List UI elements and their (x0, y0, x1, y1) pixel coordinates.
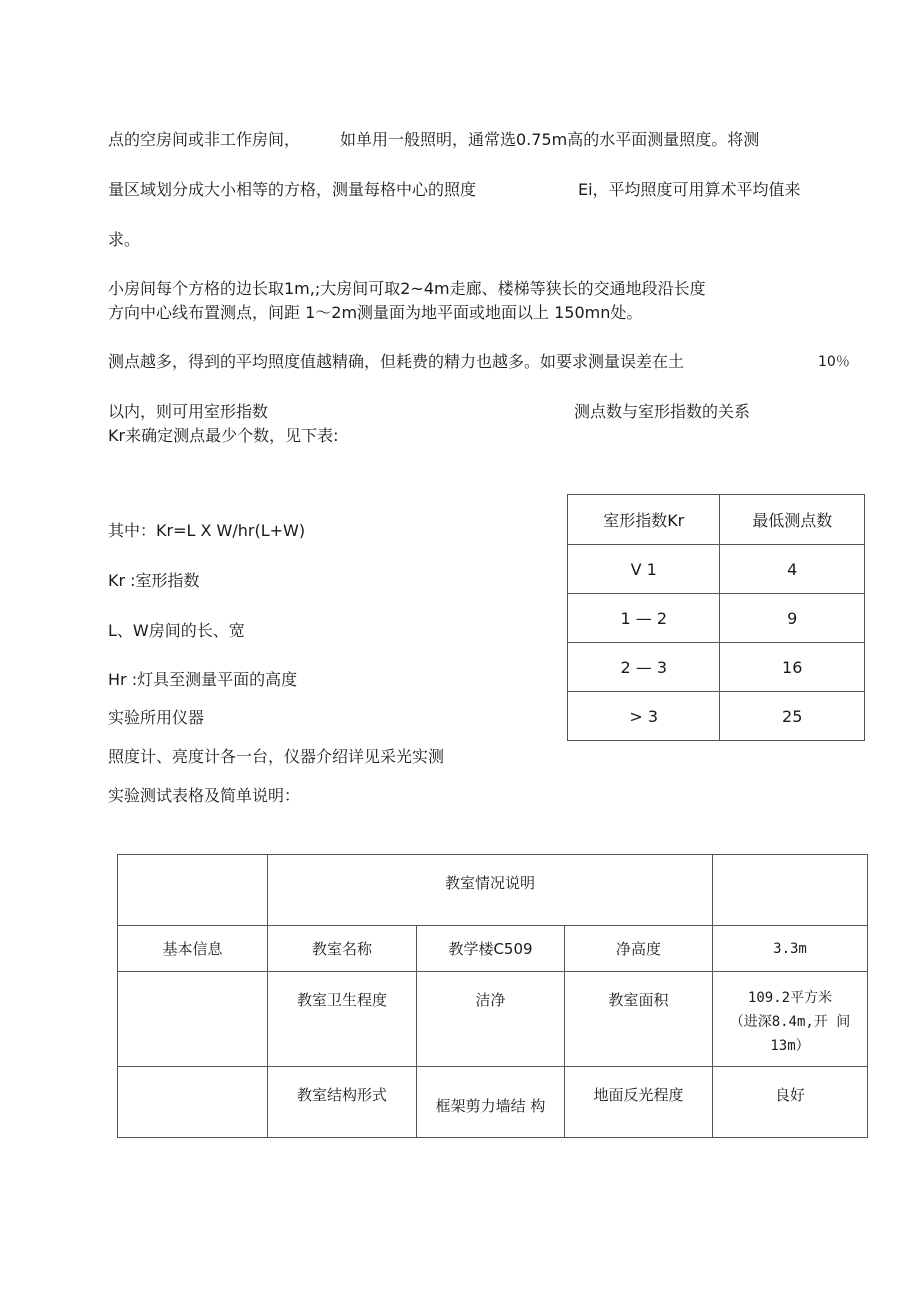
kr-table (567, 494, 865, 741)
para1-line2b: Ei，平均照度可用算术平均值来 (578, 180, 801, 199)
para2-line1: 小房间每个方格的边长取1m,;大房间可取2~4m走廊、楼梯等狭长的交通地段沿长度 (108, 279, 706, 298)
table-row (568, 643, 865, 692)
area-value-line1: 109.2平方米 (747, 990, 833, 1006)
room-table (117, 854, 868, 1138)
kr-header-points: 最低测点数 (720, 495, 865, 545)
floor-reflect-label: 地面反光程度 (565, 1067, 713, 1138)
kr-cell-index: > 3 (568, 692, 720, 741)
formula-kr: Kr :室形指数 (108, 571, 200, 590)
room-height-value: 3.3m (713, 926, 868, 972)
area-value (713, 972, 868, 1067)
table-row (568, 692, 865, 741)
para1-line2a: 量区域划分成大小相等的方格，测量每格中心的照度 (108, 180, 477, 199)
kr-cell-points: 16 (720, 643, 865, 692)
room-table-title: 教室情况说明 (268, 855, 713, 926)
table-row (118, 972, 868, 1067)
kr-table-header-row (568, 495, 865, 545)
room-cell-empty (118, 855, 268, 926)
formula-main: 其中：Kr=L X W/hr(L+W) (108, 521, 306, 540)
formula-lw: L、W房间的长、宽 (108, 621, 245, 640)
kr-cell-points: 4 (720, 545, 865, 594)
table-row (568, 594, 865, 643)
room-name-value: 教学楼C509 (417, 926, 565, 972)
para1-line3: 求。 (108, 230, 141, 249)
room-height-label: 净高度 (565, 926, 713, 972)
table-heading: 实验测试表格及简单说明： (108, 786, 301, 805)
table-row (118, 1067, 868, 1138)
kr-header-index: 室形指数Kr (568, 495, 720, 545)
para3-line1b: 10％ (818, 354, 850, 370)
area-label: 教室面积 (565, 972, 713, 1067)
hygiene-label: 教室卫生程度 (268, 972, 417, 1067)
room-name-label: 教室名称 (268, 926, 417, 972)
kr-cell-index: V 1 (568, 545, 720, 594)
para3-line1a: 测点越多，得到的平均照度值越精确，但耗费的精力也越多。如要求测量误差在土 (108, 352, 685, 371)
kr-cell-index: 1 — 2 (568, 594, 720, 643)
floor-reflect-value: 良好 (713, 1067, 868, 1138)
hygiene-value: 洁净 (417, 972, 565, 1067)
para3-line3: Kr来确定测点最少个数，见下表: (108, 426, 339, 445)
table-row (118, 926, 868, 972)
para2-line2: 方向中心线布置测点，间距 1～2m测量面为地平面或地面以上 150mn处。 (108, 303, 643, 322)
basic-info-label: 基本信息 (118, 926, 268, 972)
para1-line1b: 如单用一般照明，通常选0.75m高的水平面测量照度。将测 (340, 130, 760, 149)
para1-line1a: 点的空房间或非工作房间， (108, 130, 301, 149)
instruments-heading: 实验所用仪器 (108, 708, 205, 727)
area-value-line2: （进深8.4m,开 间 (729, 1014, 851, 1030)
room-cell-empty (118, 972, 268, 1067)
table-row (568, 545, 865, 594)
structure-label: 教室结构形式 (268, 1067, 417, 1138)
kr-cell-points: 25 (720, 692, 865, 741)
kr-cell-index: 2 — 3 (568, 643, 720, 692)
table-row (118, 855, 868, 926)
instruments-text: 照度计、亮度计各一台，仪器介绍详见采光实测 (108, 747, 445, 766)
formula-hr: Hr :灯具至测量平面的高度 (108, 670, 298, 689)
kr-cell-points: 9 (720, 594, 865, 643)
kr-table-caption: 测点数与室形指数的关系 (574, 402, 751, 421)
room-cell-empty (118, 1067, 268, 1138)
area-value-line3: 13m） (770, 1038, 810, 1054)
structure-value: 框架剪力墙结 构 (417, 1067, 565, 1138)
room-cell-empty (713, 855, 868, 926)
para3-line2a: 以内，则可用室形指数 (108, 402, 269, 421)
